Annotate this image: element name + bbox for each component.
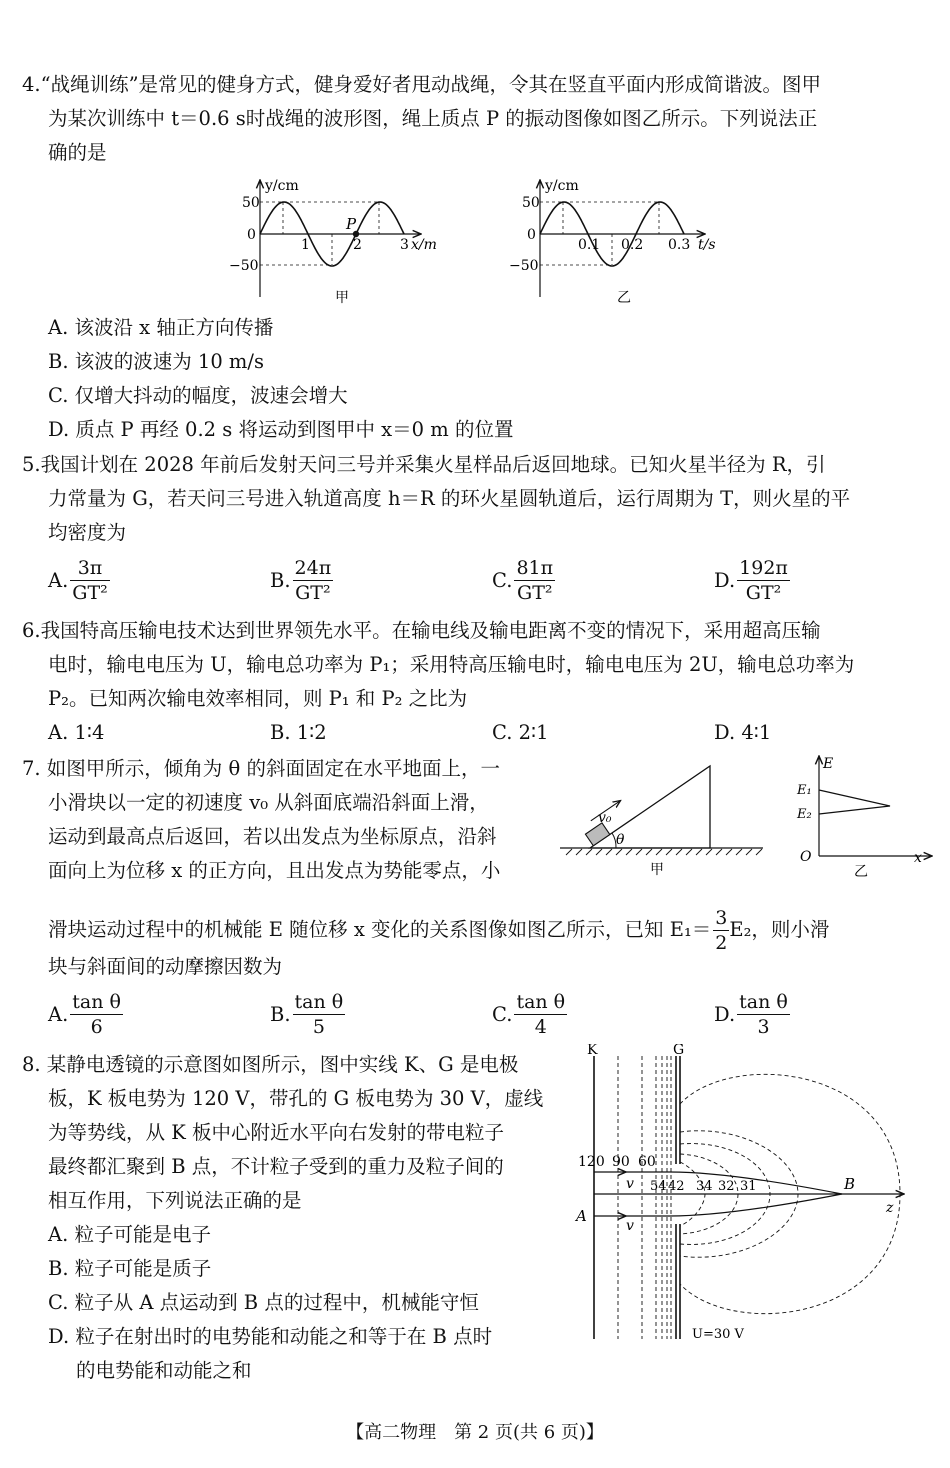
- q8-pot-60: 60: [638, 1154, 656, 1170]
- q6-option-b[interactable]: B. 1∶2: [270, 721, 327, 744]
- q7-c-fraction: [514, 990, 567, 1039]
- q4-option-a[interactable]: A. 该波沿 x 轴正方向传播: [48, 316, 274, 339]
- q5-b-fraction: [293, 556, 334, 605]
- q7-ratio-den: 2: [715, 931, 728, 954]
- q7-ratio-fraction: [713, 906, 729, 955]
- q8-option-d-cont: 的电势能和动能之和: [76, 1359, 252, 1382]
- q5-d-den: GT²: [745, 581, 782, 604]
- q5-option-a[interactable]: [48, 552, 110, 608]
- q8-v-top: v: [626, 1176, 634, 1192]
- q7-b-num: tan θ: [294, 990, 344, 1013]
- q8-U-label: U=30 V: [692, 1327, 744, 1342]
- q7-line3: 运动到最高点后返回，若以出发点为坐标原点，沿斜: [48, 825, 497, 848]
- q8-K-label: K: [587, 1044, 598, 1058]
- q7-option-b[interactable]: [270, 986, 345, 1042]
- q7-c-label: C.: [492, 1002, 513, 1026]
- figB-tick-0.3: 0.3: [668, 237, 691, 253]
- q7-d-label: D.: [714, 1002, 736, 1026]
- q8-pot-54: 54: [650, 1179, 667, 1194]
- q5-c-fraction: [514, 556, 555, 605]
- q4-figure-vibration: [505, 172, 735, 307]
- figA-tick-3: 3: [400, 237, 409, 253]
- figB-ylabel: y/cm: [545, 178, 579, 194]
- q7-line6: 块与斜面间的动摩擦因数为: [48, 955, 283, 978]
- q8-A-label: A: [576, 1207, 587, 1225]
- q4-line2: 为某次训练中 t＝0.6 s时战绳的波形图，绳上质点 P 的振动图像如图乙所示。下列说法正: [48, 107, 818, 130]
- figA-xlabel: x/m: [411, 237, 437, 253]
- q8-pot-32: 32: [718, 1179, 735, 1194]
- q8-pot-31: 31: [740, 1179, 757, 1194]
- q6-line1: 6.我国特高压输电技术达到世界领先水平。在输电线及输电距离不变的情况下，采用超高压输: [22, 619, 821, 642]
- figA-caption: 甲: [335, 290, 349, 306]
- q5-d-num: 192π: [739, 556, 788, 579]
- figB-xlabel: t/s: [698, 237, 716, 253]
- q4-option-d[interactable]: D. 质点 P 再经 0.2 s 将运动到图甲中 x＝0 m 的位置: [48, 418, 514, 441]
- q7-figB-caption: 乙: [854, 864, 868, 880]
- q7-figA-caption: 甲: [650, 862, 664, 878]
- figB-tick-0.2: 0.2: [621, 237, 644, 253]
- q7-line5b: E₂，则小滑: [729, 918, 830, 941]
- q7-option-c[interactable]: [492, 986, 567, 1042]
- q7-d-fraction: [737, 990, 790, 1039]
- q4-line1: 4.“战绳训练”是常见的健身方式，健身爱好者甩动战绳，令其在竖直平面内形成简谐波。图甲: [22, 73, 822, 96]
- q8-option-a[interactable]: A. 粒子可能是电子: [48, 1223, 211, 1246]
- q5-line3: 均密度为: [48, 521, 127, 544]
- q7-b-label: B.: [270, 1002, 291, 1026]
- q5-a-den: GT²: [72, 581, 108, 604]
- q7-option-a[interactable]: [48, 986, 123, 1042]
- q7-v0-label: v₀: [598, 810, 612, 826]
- q8-option-c[interactable]: C. 粒子从 A 点运动到 B 点的过程中，机械能守恒: [48, 1291, 479, 1314]
- q6-option-c[interactable]: C. 2∶1: [492, 721, 549, 744]
- q7-line1: 7. 如图甲所示，倾角为 θ 的斜面固定在水平地面上，一: [22, 757, 500, 780]
- q8-line2: 板，K 板电势为 120 V，带孔的 G 板电势为 30 V，虚线: [48, 1087, 544, 1110]
- q8-option-d[interactable]: D. 粒子在射出时的电势能和动能之和等于在 B 点时: [48, 1325, 493, 1348]
- q7-O-label: O: [800, 849, 812, 865]
- q8-pot-120: 120: [578, 1154, 605, 1170]
- q5-line1: 5.我国计划在 2028 年前后发射天问三号并采集火星样品后返回地球。已知火星半径为 R，引: [22, 453, 826, 476]
- q4-option-c[interactable]: C. 仅增大抖动的幅度，波速会增大: [48, 384, 348, 407]
- q5-b-label: B.: [270, 568, 291, 592]
- q7-d-den: 3: [757, 1015, 770, 1038]
- q7-a-den: 6: [90, 1015, 103, 1038]
- figA-point-P: P: [346, 215, 357, 233]
- q8-line1: 8. 某静电透镜的示意图如图所示，图中实线 K、G 是电极: [22, 1053, 519, 1076]
- q6-line3: P₂。已知两次输电效率相同，则 P₁ 和 P₂ 之比为: [48, 687, 468, 710]
- q7-line5a: 滑块运动过程中的机械能 E 随位移 x 变化的关系图像如图乙所示，已知 E₁＝: [48, 918, 712, 941]
- q8-z-label: z: [886, 1200, 894, 1216]
- q5-line2: 力常量为 G，若天问三号进入轨道高度 h＝R 的环火星圆轨道后，运行周期为 T，则火星的平: [48, 487, 851, 510]
- q7-c-num: tan θ: [516, 990, 566, 1013]
- figB-tick-0: 0: [527, 227, 536, 243]
- q7-b-den: 5: [312, 1015, 325, 1038]
- figA-tick-50: 50: [242, 195, 260, 211]
- q7-line4: 面向上为位移 x 的正方向，且出发点为势能零点，小: [48, 859, 501, 882]
- q7-E-label: E: [823, 756, 834, 772]
- q4-figure-wave: [225, 172, 455, 307]
- q6-option-a[interactable]: A. 1∶4: [48, 721, 105, 744]
- figB-tick-50: 50: [522, 195, 540, 211]
- q5-c-num: 81π: [516, 556, 554, 579]
- figA-tick-neg50: −50: [229, 258, 259, 274]
- q5-d-label: D.: [714, 568, 736, 592]
- q4-option-b[interactable]: B. 该波的波速为 10 m/s: [48, 350, 265, 373]
- q5-option-b[interactable]: [270, 552, 333, 608]
- q7-line5: [48, 906, 829, 954]
- q5-option-c[interactable]: [492, 552, 555, 608]
- q7-x-label: x: [914, 850, 922, 866]
- q8-figure-lens: [570, 1044, 908, 1344]
- q7-a-num: tan θ: [72, 990, 121, 1013]
- q7-theta-label: θ: [616, 832, 625, 848]
- q5-option-d[interactable]: [714, 552, 790, 608]
- q8-line3: 为等势线，从 K 板中心附近水平向右发射的带电粒子: [48, 1121, 504, 1144]
- figA-tick-2: 2: [353, 237, 362, 253]
- q7-line2: 小滑块以一定的初速度 v₀ 从斜面底端沿斜面上滑，: [48, 791, 489, 814]
- q5-d-fraction: [737, 556, 790, 605]
- q6-line2: 电时，输电电压为 U，输电总功率为 P₁；采用特高压输电时，输电电压为 2U，输电总功率为: [48, 653, 855, 676]
- q7-b-fraction: [293, 990, 346, 1039]
- q6-option-d[interactable]: D. 4∶1: [714, 721, 772, 744]
- q8-v-bottom: v: [626, 1218, 634, 1234]
- q5-b-num: 24π: [294, 556, 332, 579]
- q8-line5: 相互作用，下列说法正确的是: [48, 1189, 302, 1212]
- q5-c-label: C.: [492, 568, 513, 592]
- q7-a-label: A.: [48, 1002, 69, 1026]
- q5-a-label: A.: [48, 568, 69, 592]
- figA-ylabel: y/cm: [265, 178, 299, 194]
- q5-a-fraction: [70, 556, 109, 605]
- q5-a-num: 3π: [70, 556, 109, 581]
- q8-pot-34: 34: [696, 1179, 713, 1194]
- q7-E1-label: E₁: [797, 783, 812, 798]
- q8-pot-42: 42: [668, 1179, 685, 1194]
- q7-figure-incline: [560, 758, 765, 880]
- page-footer: 【高二物理 第 2 页(共 6 页)】: [346, 1422, 604, 1443]
- q8-G-label: G: [673, 1044, 685, 1058]
- q7-figure-energy: [792, 750, 937, 880]
- figB-tick-0.1: 0.1: [578, 237, 601, 253]
- q7-c-den: 4: [534, 1015, 547, 1038]
- q5-b-den: GT²: [295, 581, 331, 604]
- figB-caption: 乙: [617, 290, 631, 306]
- figA-tick-1: 1: [301, 237, 310, 253]
- q7-d-num: tan θ: [739, 990, 788, 1013]
- q8-option-b[interactable]: B. 粒子可能是质子: [48, 1257, 212, 1280]
- q7-option-d[interactable]: [714, 986, 790, 1042]
- q8-line4: 最终都汇聚到 B 点，不计粒子受到的重力及粒子间的: [48, 1155, 504, 1178]
- q5-c-den: GT²: [517, 581, 553, 604]
- figA-tick-0: 0: [247, 227, 256, 243]
- figB-tick-neg50: −50: [509, 258, 539, 274]
- q8-B-label: B: [844, 1175, 856, 1193]
- q8-pot-90: 90: [612, 1154, 630, 1170]
- q7-ratio-num: 3: [715, 906, 728, 929]
- q7-E2-label: E₂: [797, 807, 812, 822]
- q7-a-fraction: [70, 990, 123, 1039]
- q4-line3: 确的是: [48, 141, 107, 164]
